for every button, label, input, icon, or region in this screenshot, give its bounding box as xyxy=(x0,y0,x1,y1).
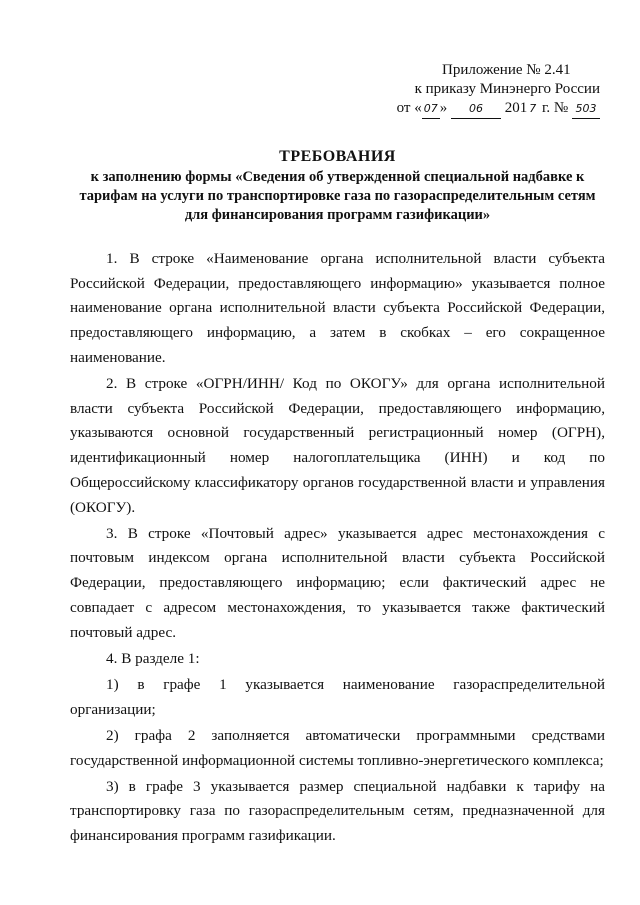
paragraph-4-item-1: 1) в графе 1 указывается наименование газораспределительной организации; xyxy=(70,675,605,718)
document-heading xyxy=(70,146,605,225)
appendix-date-line xyxy=(395,99,600,119)
date-day-close: » xyxy=(439,100,448,116)
handwritten-month: 06 xyxy=(468,102,483,115)
appendix-number: Приложение № 2.41 xyxy=(442,62,571,78)
document-body xyxy=(70,247,605,850)
handwritten-number-field xyxy=(572,99,600,119)
appendix-order-ref: к приказу Минэнерго России xyxy=(414,81,600,97)
paragraph-4: 4. В разделе 1: xyxy=(106,649,200,667)
date-prefix: от « xyxy=(396,100,422,116)
handwritten-day: 07 xyxy=(422,99,440,119)
handwritten-order-number: 503 xyxy=(575,102,597,115)
paragraph-3: 3. В строке «Почтовый адрес» указывается адрес местонахождения с почтовым индексом органа исполнительной власти субъекта Российской Федерации, предоставляющего информацию; если фактический адрес не совпадает с адресом местонахождения, то указывается также фактический почтовый адрес. xyxy=(70,524,605,641)
paragraph-1: 1. В строке «Наименование органа исполнительной власти субъекта Российской Федерации, предоставляющего информацию» указывается полное наименование органа исполнительной власти субъекта Российской Федерации, предоставляющего информацию, а затем в скобках – его сокращенное наименование. xyxy=(70,250,605,366)
handwritten-year-digit: 7 xyxy=(529,102,537,115)
paragraph-4-item-3: 3) в графе 3 указывается размер специальной надбавки к тарифу на транспортировку газа по газораспределительным сетям, предназначенной для финансирования программ газификации. xyxy=(70,777,605,845)
document-title: ТРЕБОВАНИЯ xyxy=(279,148,396,165)
paragraph-2: 2. В строке «ОГРН/ИНН/ Код по ОКОГУ» для органа исполнительной власти субъекта Российской Федерации, предоставляющего информацию, указываются основной государственный регистрационный номер (ОГРН), идентификационный номер налогоплательщика (ИНН) и код по Общероссийскому классификатору органов государственной власти и управления (ОКОГУ). xyxy=(70,375,605,516)
handwritten-month-field xyxy=(451,99,501,119)
year-suffix: г. № xyxy=(538,100,569,116)
paragraph-4-item-2: 2) графа 2 заполняется автоматически программными средствами государственной информационной системы топливно-энергетического комплекса; xyxy=(70,726,605,769)
document-subtitle: к заполнению формы «Сведения об утвержденной специальной надбавке к тарифам на услуги по транспортировке газа по газораспределительным сетям для финансирования программ газификации» xyxy=(79,169,596,223)
appendix-block xyxy=(395,61,600,119)
year-prefix: 201 xyxy=(504,100,528,116)
